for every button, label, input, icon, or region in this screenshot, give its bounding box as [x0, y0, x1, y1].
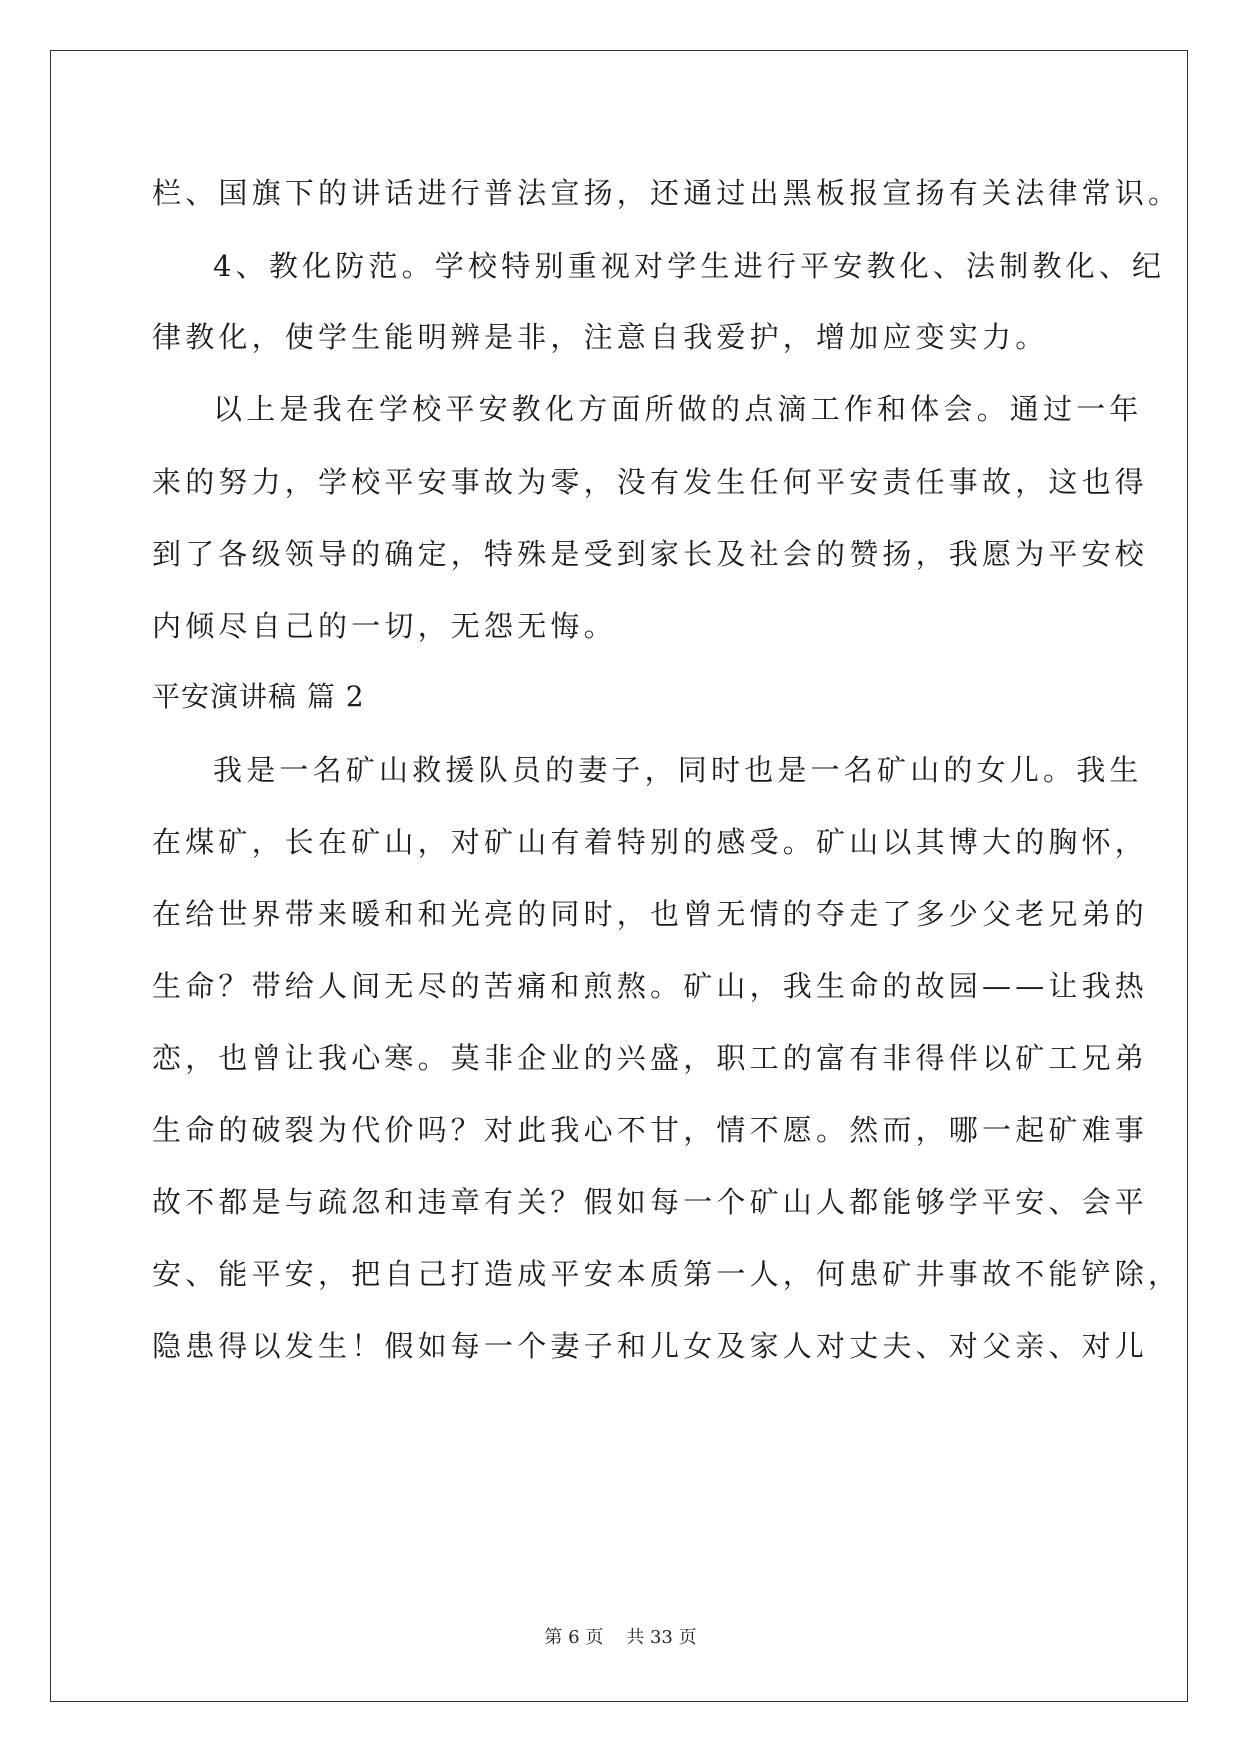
text-line: 生命？带给人间无尽的苦痛和煎熬。矿山，我生命的故园——让我热 [152, 969, 1149, 1003]
section-heading: 平安演讲稿 篇 2 [152, 680, 365, 713]
text-line: 恋，也曾让我心寒。莫非企业的兴盛，职工的富有非得伴以矿工兄弟 [152, 1041, 1149, 1075]
total-pages: 共 33 页 [626, 1627, 697, 1648]
text-line: 在煤矿，长在矿山，对矿山有着特别的感受。矿山以其博大的胸怀， [152, 825, 1149, 859]
text-line: 律教化，使学生能明辨是非，注意自我爱护，增加应变实力。 [152, 320, 1049, 354]
text-line: 安、能平安，把自己打造成平安本质第一人，何患矿井事故不能铲除， [152, 1257, 1182, 1291]
text-line: 4、教化防范。学校特别重视对学生进行平安教化、法制教化、纪 [213, 249, 1166, 283]
text-line: 以上是我在学校平安教化方面所做的点滴工作和体会。通过一年 [213, 392, 1143, 426]
page-frame [50, 50, 1188, 1702]
text-line: 来的努力，学校平安事故为零，没有发生任何平安责任事故，这也得 [152, 465, 1149, 499]
page-number: 第 6 页 [544, 1627, 604, 1648]
text-line: 我是一名矿山救援队员的妻子，同时也是一名矿山的女儿。我生 [213, 753, 1143, 787]
page-footer [0, 1627, 1241, 1649]
text-line: 故不都是与疏忽和违章有关？假如每一个矿山人都能够学平安、会平 [152, 1185, 1149, 1219]
text-line: 到了各级领导的确定，特殊是受到家长及社会的赞扬，我愿为平安校 [152, 537, 1149, 571]
text-line: 栏、国旗下的讲话进行普法宣扬，还通过出黑板报宣扬有关法律常识。 [152, 176, 1182, 210]
text-line: 内倾尽自己的一切，无怨无悔。 [152, 609, 617, 643]
text-line: 生命的破裂为代价吗？对此我心不甘，情不愿。然而，哪一起矿难事 [152, 1113, 1149, 1147]
text-line: 隐患得以发生！假如每一个妻子和儿女及家人对丈夫、对父亲、对儿 [152, 1329, 1149, 1363]
text-line: 在给世界带来暖和和光亮的同时，也曾无情的夺走了多少父老兄弟的 [152, 897, 1149, 931]
